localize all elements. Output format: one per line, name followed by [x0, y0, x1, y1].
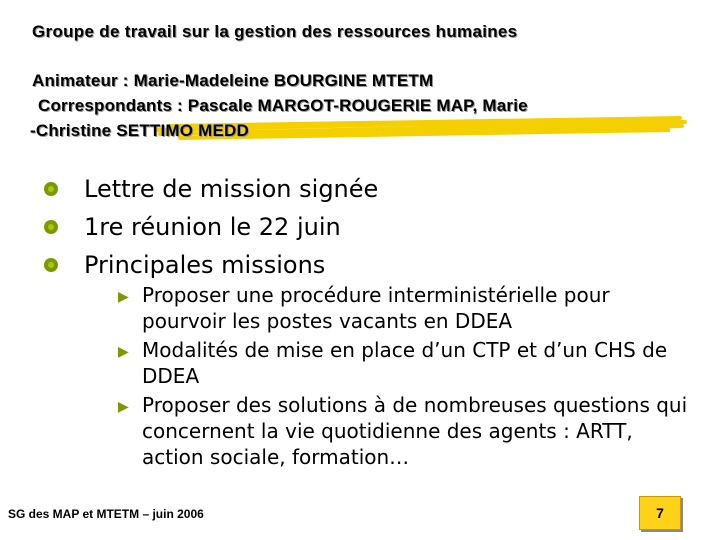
bullet-text: Principales missions	[84, 251, 326, 279]
triangle-arrow-icon: ▶	[118, 289, 129, 305]
bullet-icon	[44, 220, 58, 234]
correspondants-line-continued: -Christine SETTIMO MEDD	[30, 121, 249, 140]
bullet-text: Lettre de mission signée	[84, 175, 379, 203]
list-item	[118, 392, 688, 470]
slide-title: Groupe de travail sur la gestion des ressources humaines	[32, 22, 518, 41]
list-item	[118, 282, 688, 334]
sub-bullet-text: Proposer des solutions à de nombreuses questions qui concernent la vie quotidienne des agents : ARTT, action sociale, formation…	[142, 393, 688, 469]
triangle-arrow-icon: ▶	[118, 399, 129, 415]
sub-bullet-text: Modalités de mise en place d’un CTP et d’un CHS de DDEA	[142, 338, 668, 388]
footer-text: SG des MAP et MTETM – juin 2006	[8, 507, 204, 521]
triangle-arrow-icon: ▶	[118, 344, 129, 360]
correspondants-line: Correspondants : Pascale MARGOT-ROUGERIE MAP, Marie	[38, 96, 528, 115]
sub-bullet-text: Proposer une procédure interministérielle pour pourvoir les postes vacants en DDEA	[142, 283, 610, 333]
page-number: 7	[656, 505, 664, 521]
bullet-icon	[44, 258, 58, 272]
header-block	[32, 68, 692, 143]
list-item	[44, 208, 378, 246]
bullet-icon	[44, 182, 58, 196]
bullet-text: 1re réunion le 22 juin	[84, 213, 341, 241]
sub-bullet-list	[118, 282, 688, 473]
list-item	[44, 170, 378, 208]
animateur-line: Animateur : Marie-Madeleine BOURGINE MTETM	[32, 71, 434, 90]
page-number-badge	[639, 496, 681, 530]
list-item	[44, 246, 378, 284]
list-item	[118, 337, 688, 389]
main-bullet-list	[44, 170, 378, 284]
